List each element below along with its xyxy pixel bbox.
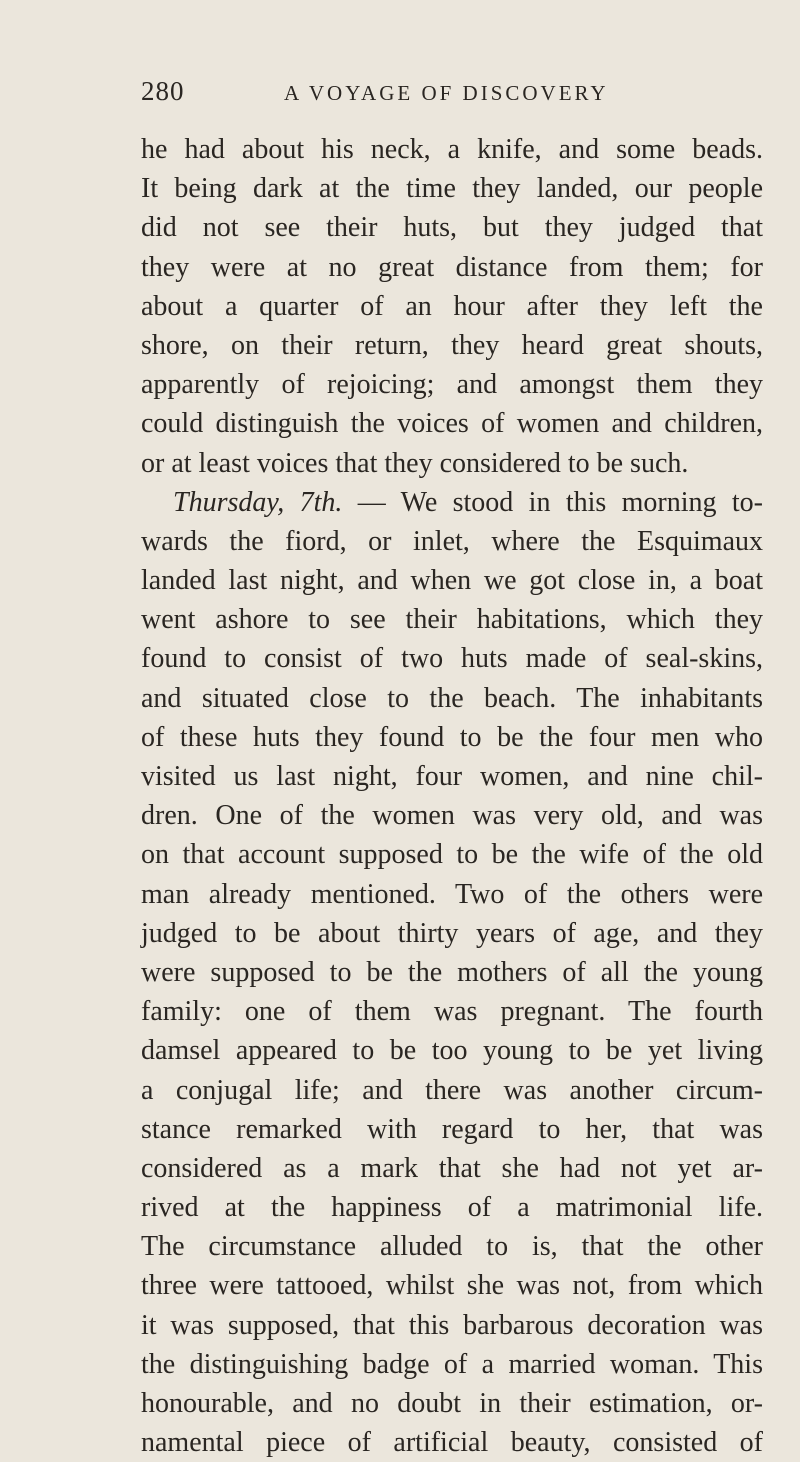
text-line: man already mentioned. Two of the others were — [141, 878, 763, 910]
journal-entry-line — [141, 483, 763, 522]
text-line: were supposed to be the mothers of all the young — [141, 956, 763, 988]
text-line: or at least voices that they considered to be such. — [141, 447, 689, 479]
text-line: went ashore to see their habitations, which they — [141, 604, 763, 636]
text-line: of these huts they found to be the four men who — [141, 721, 763, 753]
text-line: about a quarter of an hour after they left the — [141, 290, 763, 322]
text-line: dren. One of the women was very old, and was — [141, 800, 763, 832]
text-line: rived at the happiness of a matrimonial life. — [141, 1192, 763, 1224]
text-line: landed last night, and when we got close in, a boat — [141, 565, 763, 597]
page-number: 280 — [141, 76, 185, 106]
text-line: found to consist of two huts made of seal-skins, — [141, 643, 763, 675]
text-line: stance remarked with regard to her, that was — [141, 1113, 763, 1145]
text-line: wards the fiord, or inlet, where the Esquimaux — [141, 525, 763, 557]
text-line: they were at no great distance from them; for — [141, 251, 763, 283]
text-line: three were tattooed, whilst she was not, from which — [141, 1270, 763, 1302]
text-line: it was supposed, that this barbarous decoration was — [141, 1309, 763, 1341]
text-line: considered as a mark that she had not yet ar- — [141, 1152, 763, 1184]
text-line: he had about his neck, a knife, and some beads. — [141, 134, 763, 165]
text-line: on that account supposed to be the wife of the old — [141, 839, 763, 871]
text-line: family: one of them was pregnant. The fourth — [141, 996, 763, 1028]
text-line: could distinguish the voices of women and children, — [141, 408, 763, 440]
text-line: namental piece of artificial beauty, consisted of — [141, 1427, 763, 1459]
text-line: It being dark at the time they landed, our people — [141, 173, 763, 205]
text-line: did not see their huts, but they judged that — [141, 212, 763, 244]
text-line: apparently of rejoicing; and amongst them they — [141, 369, 763, 401]
text-line: shore, on their return, they heard great shouts, — [141, 329, 763, 361]
text-line: the distinguishing badge of a married woman. This — [141, 1348, 763, 1380]
running-title: A VOYAGE OF DISCOVERY — [284, 81, 609, 105]
entry-date: Thursday, 7th. — [173, 486, 343, 518]
text-line: The circumstance alluded to is, that the other — [141, 1231, 763, 1263]
text-line: damsel appeared to be too young to be yet living — [141, 1035, 763, 1067]
text-line: judged to be about thirty years of age, and they — [141, 917, 763, 949]
entry-text: — We stood in this morning to- — [357, 486, 763, 518]
running-head — [141, 76, 761, 120]
body-text — [141, 130, 763, 1462]
text-line: and situated close to the beach. The inhabitants — [141, 682, 763, 714]
text-line: visited us last night, four women, and nine chil- — [141, 761, 763, 792]
text-line: a conjugal life; and there was another circum- — [141, 1074, 763, 1106]
text-line: honourable, and no doubt in their estimation, or- — [141, 1388, 763, 1419]
